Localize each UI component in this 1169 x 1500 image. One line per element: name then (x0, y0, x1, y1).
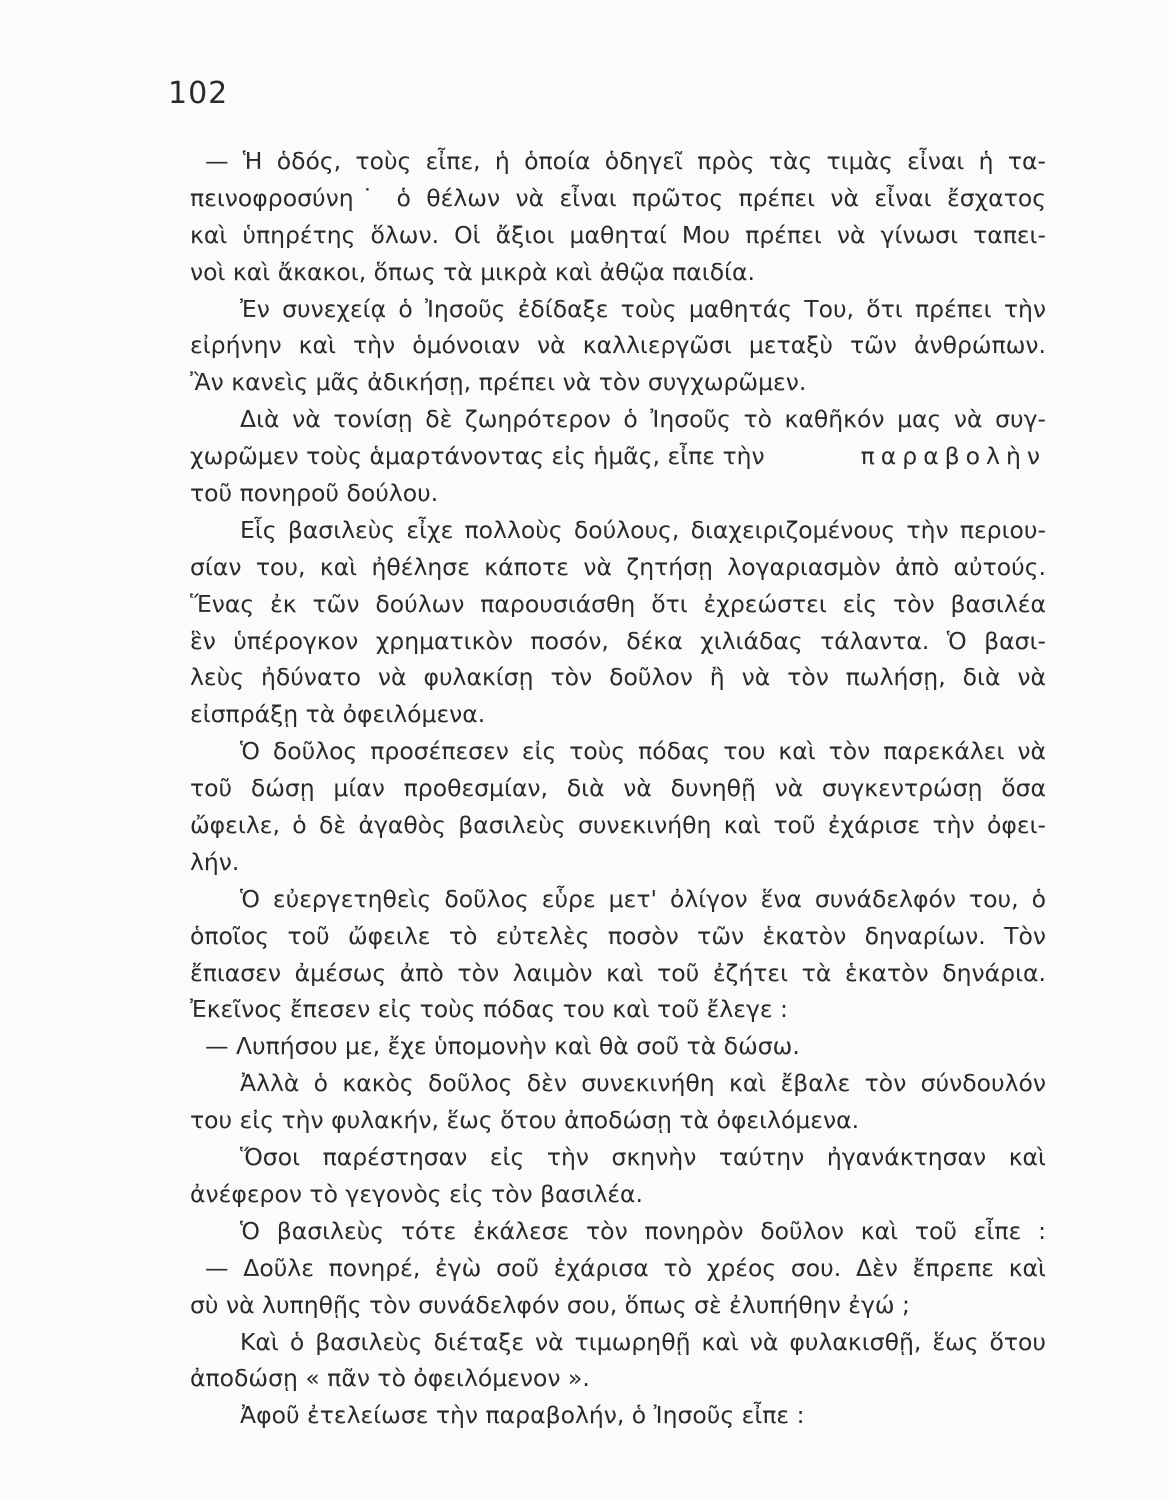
text-line: λεὺς ἠδύνατο νὰ φυλακίσῃ τὸν δοῦλον ἢ νὰ τὸν πωλήσῃ, διὰ νὰ (190, 663, 1046, 692)
text-line: Ὅσοι παρέστησαν εἰς τὴν σκηνὴν ταύτην ἠγανάκτησαν καὶ (240, 1143, 1046, 1172)
text-line: ἔπιασεν ἀμέσως ἀπὸ τὸν λαιμὸν καὶ τοῦ ἐζήτει τὰ ἑκατὸν δηνάρια. (190, 958, 1046, 987)
text-line: σίαν του, καὶ ἠθέλησε κάποτε νὰ ζητήσῃ λογαριασμὸν ἀπὸ αὐτούς. (190, 552, 1046, 581)
text-line-with-emphasis (190, 438, 1046, 475)
text-line: Ἕνας ἐκ τῶν δούλων παρουσιάσθη ὅτι ἐχρεώστει εἰς τὸν βασιλέα (190, 589, 1046, 618)
text-line: Ἀφοῦ ἐτελείωσε τὴν παραβολήν, ὁ Ἰησοῦς εἶπε : (240, 1401, 805, 1430)
text-line: Καὶ ὁ βασιλεὺς διέταξε νὰ τιμωρηθῇ καὶ νὰ φυλακισθῇ, ἕως ὅτου (240, 1327, 1046, 1356)
text-line: Ὁ δοῦλος προσέπεσεν εἰς τοὺς πόδας του καὶ τὸν παρεκάλει νὰ (240, 737, 1046, 766)
text-line: σὺ νὰ λυπηθῇς τὸν συνάδελφόν σου, ὅπως σὲ ἐλυπήθην ἐγώ ; (190, 1290, 910, 1319)
text-line: — Λυπήσου με, ἔχε ὑπομονὴν καὶ θὰ σοῦ τὰ δώσω. (205, 1032, 800, 1061)
text-line: νοὶ καὶ ἄκακοι, ὅπως τὰ μικρὰ καὶ ἀθῷα παιδία. (190, 257, 755, 286)
text-line: ἓν ὑπέρογκον χρηματικὸν ποσόν, δέκα χιλιάδας τάλαντα. Ὁ βασι- (190, 626, 1046, 655)
text-line: — Ἡ ὁδός, τοὺς εἶπε, ἡ ὁποία ὁδηγεῖ πρὸς τὰς τιμὰς εἶναι ἡ τα- (205, 147, 1046, 175)
body-text (190, 143, 1046, 1434)
page-number: 102 (168, 76, 229, 111)
text-line: Ἀλλὰ ὁ κακὸς δοῦλος δὲν συνεκινήθη καὶ ἔβαλε τὸν σύνδουλόν (240, 1069, 1046, 1098)
text-line: ἀνέφερον τὸ γεγονὸς εἰς τὸν βασιλέα. (190, 1179, 644, 1208)
text-line: Ἂν κανεὶς μᾶς ἀδικήσῃ, πρέπει νὰ τὸν συγχωρῶμεν. (190, 368, 807, 397)
text-line: Ἐν συνεχείᾳ ὁ Ἰησοῦς ἐδίδαξε τοὺς μαθητάς Του, ὅτι πρέπει τὴν (240, 294, 1046, 323)
text-line: Διὰ νὰ τονίσῃ δὲ ζωηρότερον ὁ Ἰησοῦς τὸ καθῆκόν μας νὰ συγ- (240, 405, 1046, 434)
emphasized-word: παραβολὴν (860, 442, 1046, 471)
text-line: ἀποδώσῃ « πᾶν τὸ ὀφειλόμενον ». (190, 1364, 590, 1393)
text-line: Εἷς βασιλεὺς εἶχε πολλοὺς δούλους, διαχειριζομένους τὴν περιου- (240, 515, 1046, 544)
text-line: λήν. (190, 847, 240, 876)
text-line: του εἰς τὴν φυλακήν, ἕως ὅτου ἀποδώσῃ τὰ ὀφειλόμενα. (190, 1106, 860, 1135)
text-line: ὤφειλε, ὁ δὲ ἀγαθὸς βασιλεὺς συνεκινήθη καὶ τοῦ ἐχάρισε τὴν ὀφει- (190, 811, 1046, 840)
text-line: καὶ ὑπηρέτης ὅλων. Οἱ ἄξιοι μαθηταί Μου πρέπει νὰ γίνωσι ταπει- (190, 220, 1046, 249)
text-line: εἰρήνην καὶ τὴν ὁμόνοιαν νὰ καλλιεργῶσι μεταξὺ τῶν ἀνθρώπων. (190, 331, 1046, 360)
text-line: τοῦ πονηροῦ δούλου. (190, 479, 439, 508)
text-line: Ἐκεῖνος ἔπεσεν εἰς τοὺς πόδας του καὶ τοῦ ἔλεγε : (190, 995, 788, 1024)
text-line: πεινοφροσύνη˙ ὁ θέλων νὰ εἶναι πρῶτος πρέπει νὰ εἶναι ἔσχατος (190, 183, 1046, 212)
text-line: Ὁ εὐεργετηθεὶς δοῦλος εὗρε μετ' ὀλίγον ἕνα συνάδελφόν του, ὁ (240, 884, 1046, 913)
text-line: — Δοῦλε πονηρέ, ἐγὼ σοῦ ἐχάρισα τὸ χρέος σου. Δὲν ἔπρεπε καὶ (205, 1253, 1046, 1282)
text-line: ὁποῖος τοῦ ὤφειλε τὸ εὐτελὲς ποσὸν τῶν ἑκατὸν δηναρίων. Τὸν (190, 921, 1046, 950)
text-line: τοῦ δώσῃ μίαν προθεσμίαν, διὰ νὰ δυνηθῇ νὰ συγκεντρώσῃ ὅσα (190, 774, 1046, 803)
text-segment: χωρῶμεν τοὺς ἁμαρτάνοντας εἰς ἡμᾶς, εἶπε τὴν (190, 442, 765, 471)
text-line: Ὁ βασιλεὺς τότε ἐκάλεσε τὸν πονηρὸν δοῦλον καὶ τοῦ εἶπε : (240, 1216, 1046, 1245)
text-line: εἰσπράξῃ τὰ ὀφειλόμενα. (190, 700, 486, 729)
